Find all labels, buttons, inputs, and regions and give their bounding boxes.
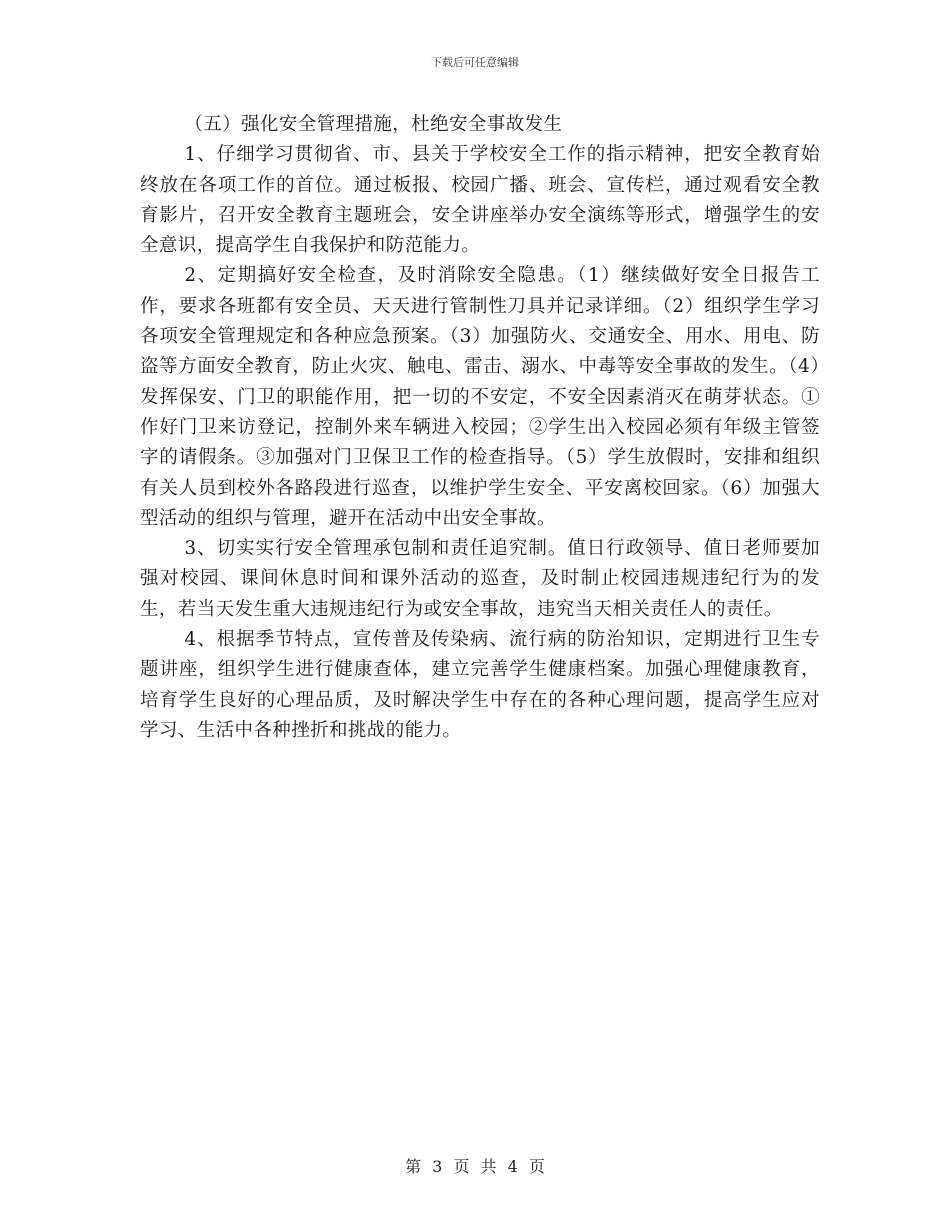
paragraph-1: 1、仔细学习贯彻省、市、县关于学校安全工作的指示精神，把安全教育始终放在各项工作的首位。通过板报、校园广播、班会、宣传栏，通过观看安全教育影片，召开安全教育主题班会，安全讲座举办安全演练等形式，增强学生的安全意识，提高学生自我保护和防范能力。 — [140, 144, 820, 257]
page-header-note: 下载后可任意编辑 — [431, 56, 519, 69]
paragraph-4: 4、根据季节特点，宣传普及传染病、流行病的防治知识，定期进行卫生专题讲座，组织学生进行健康查体，建立完善学生健康档案。加强心理健康教育，培育学生良好的心理品质，及时解决学生中存在的各种心理问题，提高学生应对学习、生活中各种挫折和挑战的能力。 — [140, 629, 820, 741]
paragraph-3: 3、切实实行安全管理承包制和责任追究制。值日行政领导、值日老师要加强对校园、课间休息时间和课外活动的巡查，及时制止校园违规违纪行为的发生，若当天发生重大违规违纪行为或安全事故，违究当天相关责任人的责任。 — [140, 538, 820, 620]
paragraph-2: 2、定期搞好安全检查，及时消除安全隐患。（1）继续做好安全日报告工作，要求各班都有安全员、天天进行管制性刀具并记录详细。（2）组织学生学习各项安全管理规定和各种应急预案。（3）加强防火、交通安全、用水、用电、防盗等方面安全教育，防止火灾、触电、雷击、溺水、中毒等安全事故的发生。（4）发挥保安、门卫的职能作用，把一切的不安定，不安全因素消灭在萌芽状态。①作好门卫来访登记，控制外来车辆进入校园；②学生出入校园必须有年级主管签字的请假条。③加强对门卫保卫工作的检查指导。（5）学生放假时，安排和组织有关人员到校外各路段进行巡查，以维护学生安全、平安离校回家。（6）加强大型活动的组织与管理，避开在活动中出安全事故。 — [140, 265, 820, 529]
document-body — [140, 110, 820, 746]
page-footer-number: 第 3 页 共 4 页 — [405, 1157, 545, 1176]
section-heading: （五）强化安全管理措施，杜绝安全事故发生 — [184, 114, 563, 135]
